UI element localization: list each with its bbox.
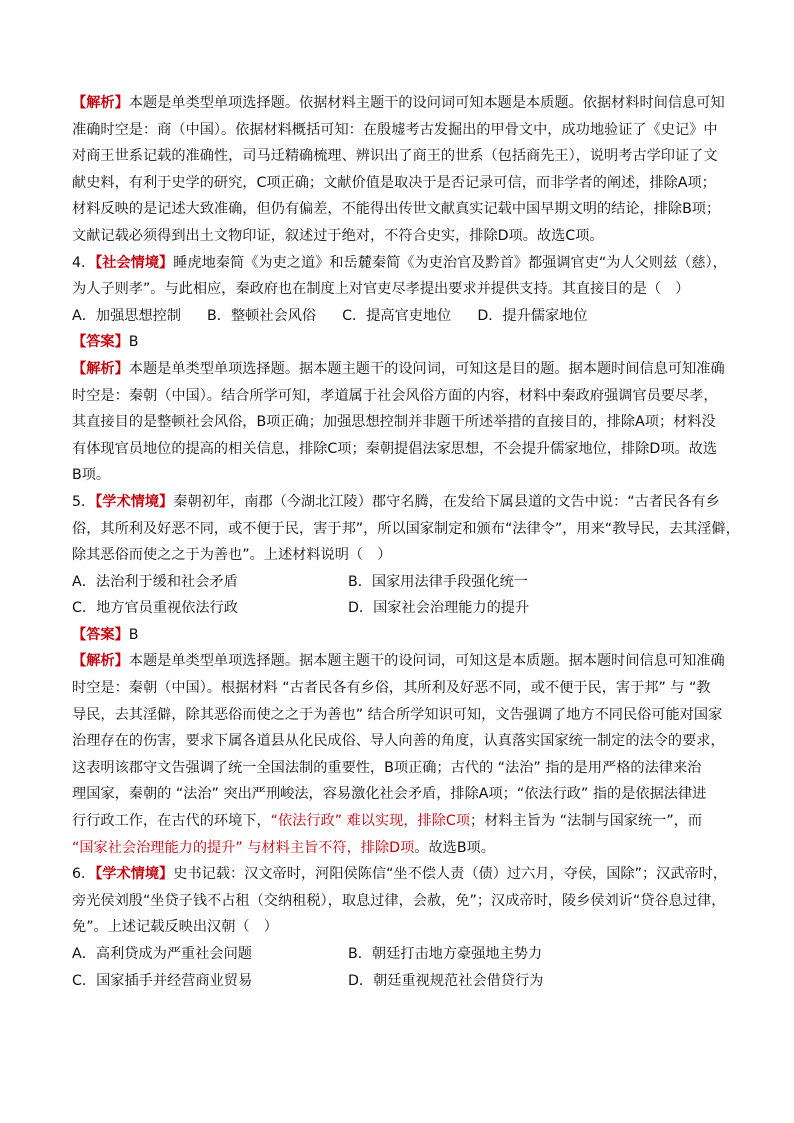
option-d: D．提升儒家地位: [477, 307, 588, 324]
question-stem: 旁光侯刘殷“坐贷子钱不占租（交纳租税），取息过律，会赦，免”；汉成帝时，陵乡侯刘䜣“贷谷息过律，: [72, 892, 726, 909]
question-stem: 6．【学术情境】史书记载：汉文帝时，河阳侯陈信“坐不偿人责（债）过六月，夺侯，国除”；汉武帝时，: [72, 866, 728, 883]
option-d: D．朝廷重视规范社会借贷行为: [348, 972, 544, 989]
analysis-line: 【解析】本题是单类型单项选择题。据本题主题干的设问词，可知这是本质题。据本题时间信息可知准确: [72, 653, 725, 670]
question-5: [72, 489, 740, 861]
analysis-line: B项。: [72, 467, 111, 484]
analysis-line: 行行政工作，在古代的环境下，“依法行政” 难以实现，排除C项；材料主旨为 “法制与国家统一”，而: [72, 813, 703, 830]
options-row: [72, 303, 722, 330]
analysis-line: 导民，去其淫僻，除其恶俗而使之之于为善也” 结合所学知识可知，文告强调了地方不同民俗可能对国家: [72, 706, 723, 723]
options-row: [72, 569, 722, 596]
question-stem: 4．【社会情境】睡虎地秦简《为吏之道》和岳麓秦简《为吏治官及黔首》都强调官吏“为人父则兹（慈），: [72, 254, 727, 271]
analysis-line: 对商王世系记载的准确性，司马迁精确梳理、辨识出了商王的世系（包括商先王），说明考古学印证了文: [72, 148, 718, 165]
options-row: [72, 968, 722, 995]
analysis-line: 时空是：秦朝（中国）。结合所学可知，孝道属于社会风俗方面的内容，材料中秦政府强调官员要尽孝，: [72, 387, 718, 404]
option-b: B．国家用法律手段强化统一: [348, 573, 528, 590]
q3-analysis: [72, 90, 725, 250]
analysis-line: 理国家，秦朝的 “法治” 突出严刑峻法，容易激化社会矛盾，排除A项；“依法行政” 指的是依据法律进: [72, 786, 707, 803]
highlighted-text: “国家社会治理能力的提升” 与材料主旨不符，排除D项: [72, 839, 415, 856]
option-c: C．国家插手并经营商业贸易: [72, 972, 253, 989]
context-tag: 【学术情境】: [95, 866, 174, 883]
options-row: [72, 595, 722, 622]
option-b: B．整顿社会风俗: [207, 307, 317, 324]
option-a: A．加强思想控制: [72, 307, 182, 324]
analysis-line: 献史料，有利于史学的研究，C项正确；文献价值是取决于是否记录可信，而非学者的阐述，排除A项；: [72, 174, 716, 191]
answer-tag: 【答案】: [72, 334, 129, 351]
question-stem: 除其恶俗而使之之于为善也”。上述材料说明（ ）: [72, 547, 392, 564]
answer: [72, 622, 722, 649]
question-stem: 5．【学术情境】秦朝初年，南郡（今湖北江陵）郡守名腾，在发给下属县道的文告中说：“古者民各有乡: [72, 493, 720, 510]
analysis-line: 治理存在的伤害，要求下属各道县从化民成俗、导人向善的角度，认真落实国家统一制定的法令的要求，: [72, 733, 725, 750]
answer-value: B: [128, 626, 139, 643]
analysis-line: 文献记载必须得到出土文物印证，叙述过于绝对，不符合史实，排除D项。故选C项。: [72, 227, 604, 244]
answer: [72, 329, 722, 356]
analysis-line: 有体现官员地位的提高的相关信息，排除C项；秦朝提倡法家思想，不会提升儒家地位，排除D项。故选: [72, 440, 718, 457]
analysis-tag: 【解析】: [72, 95, 129, 111]
analysis-line: 材料反映的是记述大致准确，但仍有偏差，不能得出传世文献真实记载中国早期文明的结论，排除B项；: [72, 201, 721, 218]
question-stem: 为人子则孝”。与此相应，秦政府也在制度上对官吏尽孝提出要求并提供支持。其直接目的是（ ）: [72, 281, 690, 298]
option-c: C．提高官吏地位: [342, 307, 452, 324]
option-a: A．法治利于缓和社会矛盾: [72, 573, 238, 590]
question-6: [72, 861, 728, 994]
analysis-line: 【解析】本题是单类型单项选择题。依据材料主题干的设问词可知本题是本质题。依据材料时间信息可知: [72, 95, 725, 111]
context-tag: 【学术情境】: [95, 493, 174, 510]
context-tag: 【社会情境】: [95, 254, 174, 271]
answer-tag: 【答案】: [72, 626, 129, 643]
question-stem: 俗，其所利及好恶不同，或不便于民，害于邦”，所以国家制定和颁布“法律令”，用来“教导民，去其淫僻，: [72, 520, 740, 537]
highlighted-text: “依法行政” 难以实现，排除C项: [270, 813, 471, 830]
option-b: B．朝廷打击地方豪强地主势力: [348, 946, 543, 962]
option-d: D．国家社会治理能力的提升: [348, 600, 530, 617]
analysis-line: 【解析】本题是单类型单项选择题。据本题主题干的设问词，可知这是目的题。据本题时间信息可知准确: [72, 360, 725, 377]
question-4: [72, 250, 727, 489]
question-stem: 免”。上述记载反映出汉朝（ ）: [72, 919, 278, 936]
analysis-line: “国家社会治理能力的提升” 与材料主旨不符，排除D项。故选B项。: [72, 839, 495, 856]
analysis-line: 时空是：秦朝（中国）。根据材料 “古者民各有乡俗，其所利及好恶不同，或不便于民，害于邦” 与 “教: [72, 680, 711, 697]
options-row: [72, 941, 722, 968]
analysis-line: 准确时空是：商（中国）。依据材料概括可知：在殷墟考古发掘出的甲骨文中，成功地验证了《史记》中: [72, 121, 718, 138]
answer-value: B: [128, 334, 139, 351]
document-page: [72, 90, 740, 994]
analysis-line: 其直接目的是整顿社会风俗，B项正确；加强思想控制并非题干所述举措的直接目的，排除A项；材料没: [72, 414, 716, 431]
option-a: A．高利贷成为严重社会问题: [72, 946, 252, 962]
analysis-tag: 【解析】: [72, 653, 129, 670]
analysis-tag: 【解析】: [72, 360, 129, 377]
analysis-line: 这表明该郡守文告强调了统一全国法制的重要性，B项正确；古代的 “法治” 指的是用严格的法律来治: [72, 759, 702, 776]
option-c: C．地方官员重视依法行政: [72, 600, 238, 617]
